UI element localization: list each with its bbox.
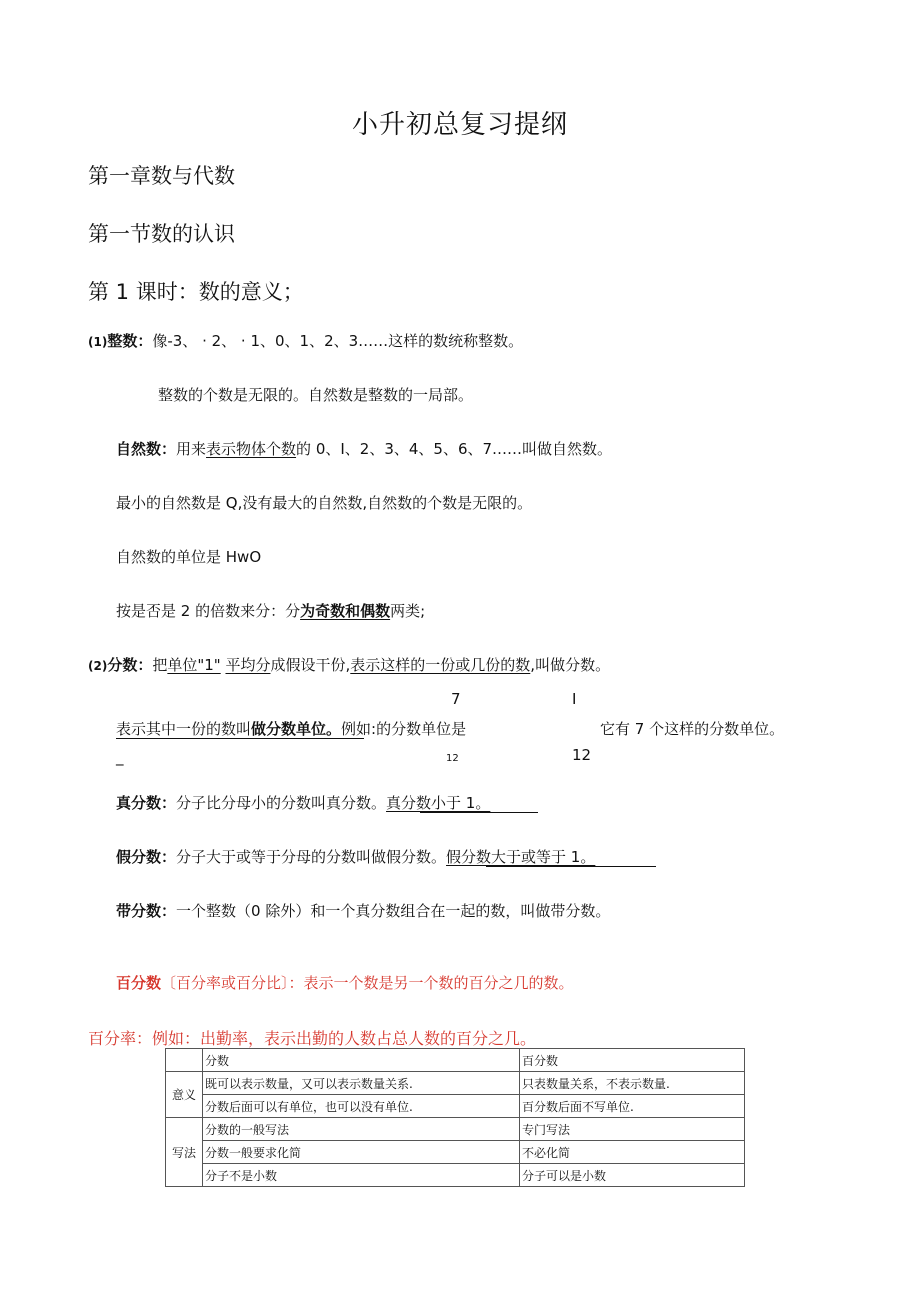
proper-term: 真分数：: [116, 794, 177, 812]
percent-rate-line: 百分率：例如：出勤率，表示出勤的人数占总人数的百分之几。: [88, 1029, 537, 1048]
table-cell: 分子不是小数: [203, 1164, 520, 1187]
table-row: [166, 1141, 745, 1164]
table-cell: 专门写法: [520, 1118, 745, 1141]
lesson-heading: 第 1 课时：数的意义；: [88, 280, 304, 304]
percent-term: 百分数: [116, 974, 162, 992]
integer-definition: [88, 330, 523, 351]
fraction-u3: 表示这样的一份或几份的数: [350, 656, 531, 674]
fraction-pre: 把: [152, 656, 168, 674]
fraction-unit-pre: 表示其中一份的数叫: [116, 720, 252, 738]
fraction-post: ,叫做分数。: [530, 656, 611, 674]
fraction-denominator-12: 12: [572, 746, 592, 764]
odd-even-bold: 为奇数和偶数: [300, 602, 391, 620]
percent-text: 〔百分率或百分比〕：表示一个数是另一个数的百分之几的数。: [161, 974, 574, 992]
table-row: [166, 1164, 745, 1187]
odd-even-pre: 按是否是 2 的倍数来分：分: [116, 602, 301, 620]
integer-term: 整数：: [107, 332, 153, 350]
table-header-row: [166, 1049, 745, 1072]
fraction-unit-underline: [116, 738, 364, 739]
improper-underlined: 假分数大于或等于 1。: [446, 848, 596, 866]
natural-pre: 用来: [176, 440, 207, 458]
percent-line: [116, 972, 574, 993]
fraction-denominator-12-small: 12: [446, 753, 459, 764]
natural-unit: 自然数的单位是 HwO: [116, 548, 262, 566]
fraction-u1: 单位"1": [167, 656, 221, 674]
fraction-numerator-7: 7: [451, 690, 461, 708]
proper-underlined: 真分数小于 1。: [386, 794, 491, 812]
improper-underline-extension: [486, 866, 656, 867]
table-cell: 分数后面可以有单位，也可以没有单位.: [203, 1095, 520, 1118]
table-cell: 只表数量关系，不表示数量.: [520, 1072, 745, 1095]
table-header-percent: 百分数: [520, 1049, 745, 1072]
table-row: [166, 1095, 745, 1118]
table-group-label-writing: 写法: [166, 1118, 203, 1187]
natural-underlined: 表示物体个数: [206, 440, 297, 458]
integer-marker: (1): [88, 335, 108, 349]
mixed-term: 带分数：: [116, 902, 177, 920]
fraction-mid: 成假设干份,: [270, 656, 351, 674]
fraction-numerator-i: I: [572, 690, 577, 708]
integer-note: 整数的个数是无限的。自然数是整数的一局部。: [158, 386, 474, 404]
comparison-table: [165, 1048, 745, 1187]
table-cell: 分数一般要求化简: [203, 1141, 520, 1164]
fraction-unit-example: 例如:的分数单位是: [341, 720, 467, 738]
table-row: [166, 1118, 745, 1141]
integer-text: 像-3、 · 2、 · 1、0、1、2、3……这样的数统称整数。: [152, 332, 524, 350]
chapter-heading: 第一章数与代数: [88, 164, 235, 188]
fraction-u2: 平均分: [225, 656, 271, 674]
table-corner-cell: [166, 1049, 203, 1072]
mixed-text: 一个整数（0 除外）和一个真分数组合在一起的数，叫做带分数。: [176, 902, 611, 920]
fraction-definition: [88, 654, 610, 675]
proper-underline-extension: [420, 812, 538, 813]
table-cell: 不必化简: [520, 1141, 745, 1164]
fraction-unit-tail: 它有 7 个这样的分数单位。: [600, 720, 785, 738]
natural-definition: [116, 438, 612, 459]
odd-even-post: 两类;: [390, 602, 426, 620]
table-cell: 分数的一般写法: [203, 1118, 520, 1141]
table-cell: 分子可以是小数: [520, 1164, 745, 1187]
table-cell: 百分数后面不写单位.: [520, 1095, 745, 1118]
table-cell: 既可以表示数量，又可以表示数量关系.: [203, 1072, 520, 1095]
improper-term: 假分数：: [116, 848, 177, 866]
fraction-unit-bold: 做分数单位。: [251, 720, 342, 738]
page-title: 小升初总复习提纲: [351, 110, 568, 140]
fraction-dash: _: [116, 748, 124, 766]
table-header-fraction: 分数: [203, 1049, 520, 1072]
fraction-term: 分数：: [107, 656, 153, 674]
table-group-label-meaning: 意义: [166, 1072, 203, 1118]
proper-fraction-line: [116, 792, 490, 813]
natural-smallest: 最小的自然数是 Q,没有最大的自然数,自然数的个数是无限的。: [116, 494, 533, 512]
fraction-unit-line: [116, 718, 466, 739]
mixed-fraction-line: [116, 900, 610, 921]
natural-post: 的 0、I、2、3、4、5、6、7……叫做自然数。: [296, 440, 613, 458]
proper-text: 分子比分母小的分数叫真分数。: [176, 794, 387, 812]
fraction-marker: (2): [88, 659, 108, 673]
odd-even-line: [116, 600, 425, 621]
improper-fraction-line: [116, 846, 595, 867]
natural-term: 自然数：: [116, 440, 177, 458]
improper-text: 分子大于或等于分母的分数叫做假分数。: [176, 848, 447, 866]
section-heading: 第一节数的认识: [88, 222, 235, 246]
table-row: [166, 1072, 745, 1095]
